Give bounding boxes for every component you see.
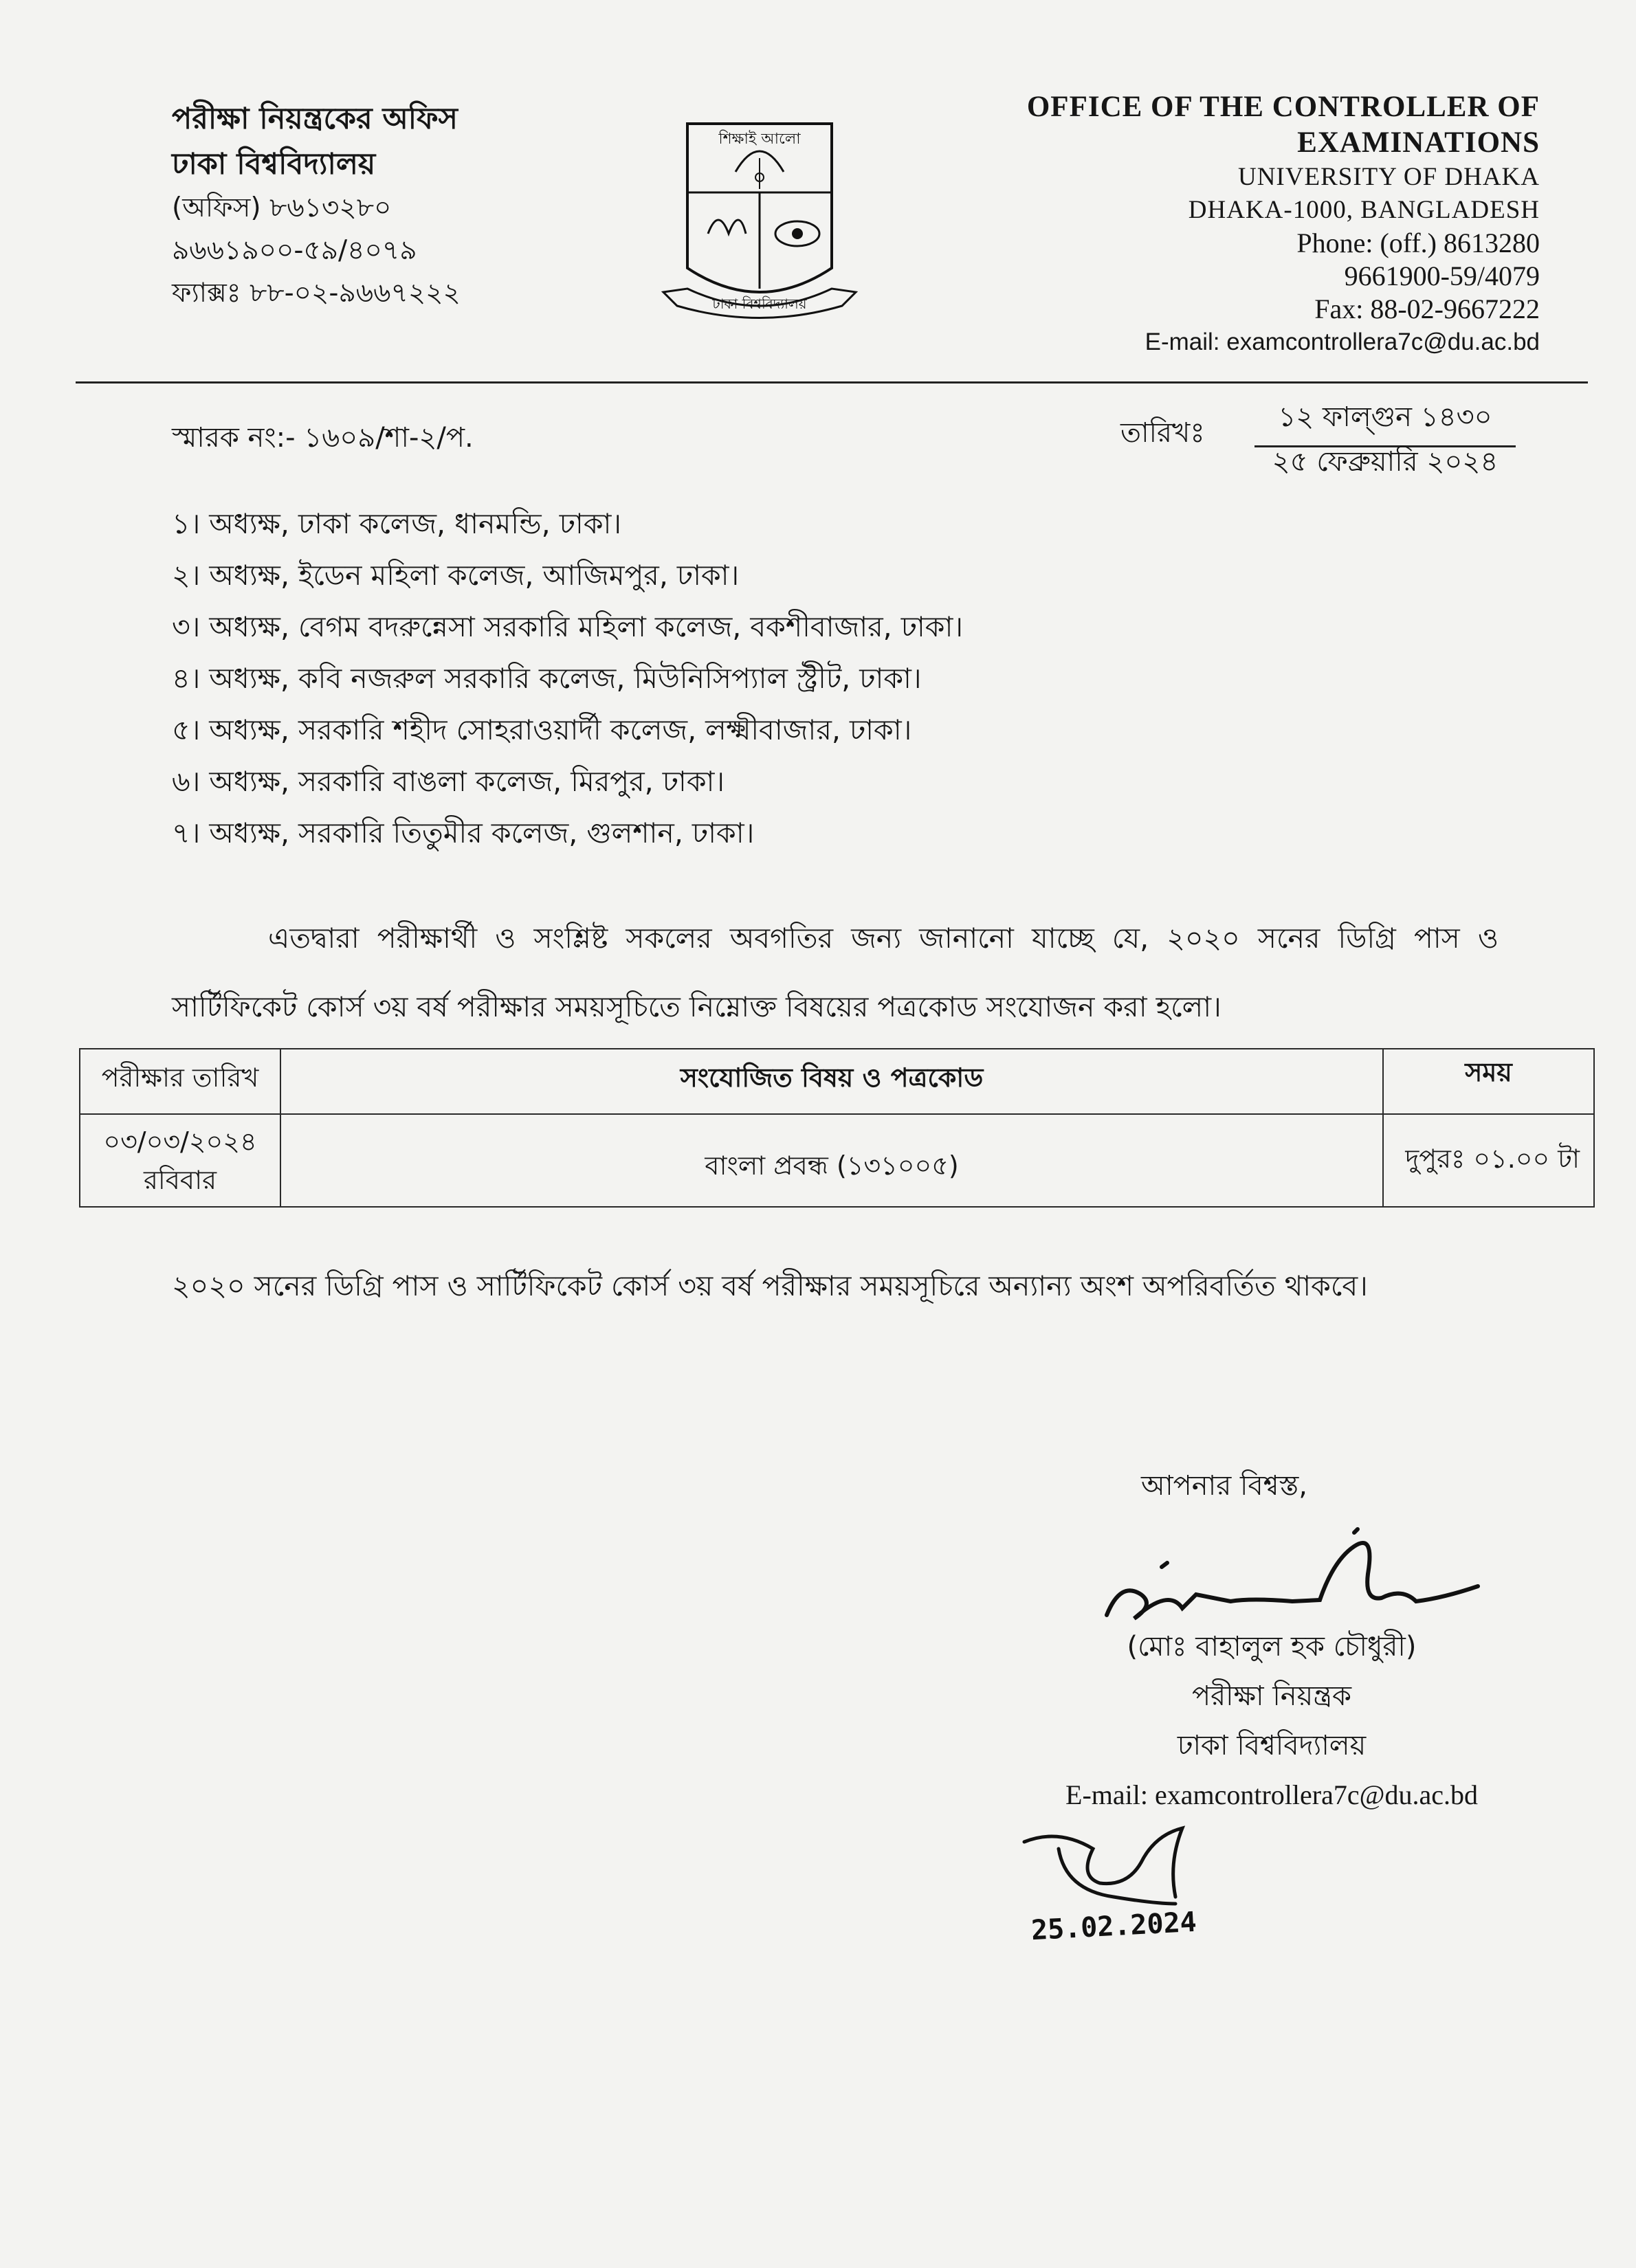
cell-subject: বাংলা প্রবন্ধ (১৩১০০৫) xyxy=(280,1114,1383,1207)
university-name-bn: ঢাকা বিশ্ববিদ্যালয় xyxy=(172,147,376,181)
date-bangla: ১২ ফাল্গুন ১৪৩০ xyxy=(1254,395,1516,447)
signatory-block xyxy=(997,1622,1547,1820)
phone-numbers-bn: ৯৬৬১৯০০-৫৯/৪০৭৯ xyxy=(172,235,417,266)
header-left xyxy=(172,96,461,315)
closing-salutation: আপনার বিশ্বস্ত, xyxy=(1141,1470,1308,1502)
memo-ref: স্মারক নং:- ১৬০৯/শা-২/প. xyxy=(172,422,474,454)
exam-date: ০৩/০৩/২০২৪ xyxy=(103,1126,257,1157)
university-logo xyxy=(660,117,859,330)
fax-en: Fax: 88-02-9667222 xyxy=(1314,293,1540,324)
phone2-en: 9661900-59/4079 xyxy=(1344,260,1540,291)
signature-scribble xyxy=(1093,1519,1492,1636)
handwritten-date: 25.02.2024 xyxy=(1030,1906,1197,1947)
cell-exam-date xyxy=(80,1114,280,1207)
recipient-item: ৩। অধ্যক্ষ, বেগম বদরুন্নেসা সরকারি মহিলা কলেজ, বকশীবাজার, ঢাকা। xyxy=(172,610,964,643)
body-paragraph: এতদ্বারা পরীক্ষার্থী ও সংশ্লিষ্ট সকলের অবগতির জন্য জানানো যাচ্ছে যে, ২০২০ সনের ডিগ্রি পাস ও সার্টিফিকেট কোর্স ৩য় বর্ষ পরীক্ষার সময়সূচিতে নিম্নোক্ত বিষয়ের পত্রকোড সংযোজন করা হলো। xyxy=(172,922,1499,1023)
cell-time: দুপুরঃ ০১.০০ টা xyxy=(1383,1114,1594,1207)
email-en: E-mail: examcontrollera7c@du.ac.bd xyxy=(1145,329,1540,355)
fax-bn: ফ্যাক্সঃ ৮৮-০২-৯৬৬৭২২২ xyxy=(172,278,461,309)
signatory-university: ঢাকা বিশ্ববিদ্যালয় xyxy=(1177,1730,1367,1761)
logo-motto: শিক্ষাই আলো xyxy=(718,131,801,148)
recipient-item: ৭। অধ্যক্ষ, সরকারি তিতুমীর কলেজ, গুলশান, ঢাকা। xyxy=(172,816,755,849)
exam-schedule-table xyxy=(79,1048,1595,1208)
office-title-en-line2: EXAMINATIONS xyxy=(1297,126,1540,159)
office-title-en-line1: OFFICE OF THE CONTROLLER OF xyxy=(1026,91,1540,123)
signatory-designation: পরীক্ষা নিয়ন্ত্রক xyxy=(1192,1680,1351,1712)
table-header-row xyxy=(80,1049,1594,1114)
date-label: তারিখঃ xyxy=(1120,417,1205,449)
table-row xyxy=(80,1114,1594,1207)
recipient-item: ৬। অধ্যক্ষ, সরকারি বাঙলা কলেজ, মিরপুর, ঢাকা। xyxy=(172,765,725,798)
recipient-item: ৫। অধ্যক্ষ, সরকারি শহীদ সোহরাওয়ার্দী কলেজ, লক্ষ্মীবাজার, ঢাকা। xyxy=(172,713,912,746)
university-name-en: UNIVERSITY OF DHAKA xyxy=(1237,163,1540,191)
recipient-item: ৪। অধ্যক্ষ, কবি নজরুল সরকারি কলেজ, মিউনিসিপ্যাল স্ট্রীট, ঢাকা। xyxy=(172,662,922,695)
recipient-list xyxy=(172,498,1478,859)
header-exam-date: পরীক্ষার তারিখ xyxy=(80,1049,280,1114)
header-right xyxy=(921,89,1540,359)
closing-note: ২০২০ সনের ডিগ্রি পাস ও সার্টিফিকেট কোর্স ৩য় বর্ষ পরীক্ষার সময়সূচিরে অন্যান্য অংশ অপরিবর্তিত থাকবে। xyxy=(172,1269,1368,1302)
header-subject-code: সংযোজিত বিষয় ও পত্রকোড xyxy=(280,1049,1383,1114)
date-gregorian: ২৫ ফেব্রুয়ারি ২০২৪ xyxy=(1272,446,1499,478)
office-phone-bn: (অফিস) ৮৬১৩২৮০ xyxy=(172,192,392,223)
header-divider xyxy=(76,381,1588,383)
header-time: সময় xyxy=(1383,1049,1594,1114)
city-en: DHAKA-1000, BANGLADESH xyxy=(1188,196,1540,224)
signatory-name: (মোঃ বাহালুল হক চৌধুরী) xyxy=(1127,1631,1417,1663)
signatory-email: E-mail: examcontrollera7c@du.ac.bd xyxy=(1065,1779,1478,1810)
exam-day: রবিবার xyxy=(144,1164,217,1195)
phone-en: Phone: (off.) 8613280 xyxy=(1296,227,1540,258)
office-name-bn: পরীক্ষা নিয়ন্ত্রকের অফিস xyxy=(172,102,458,136)
recipient-item: ১। অধ্যক্ষ, ঢাকা কলেজ, ধানমন্ডি, ঢাকা। xyxy=(172,507,622,540)
recipient-item: ২। অধ্যক্ষ, ইডেন মহিলা কলেজ, আজিমপুর, ঢাকা। xyxy=(172,559,740,592)
logo-ribbon-text: ঢাকা বিশ্ববিদ্যালয় xyxy=(712,296,807,312)
